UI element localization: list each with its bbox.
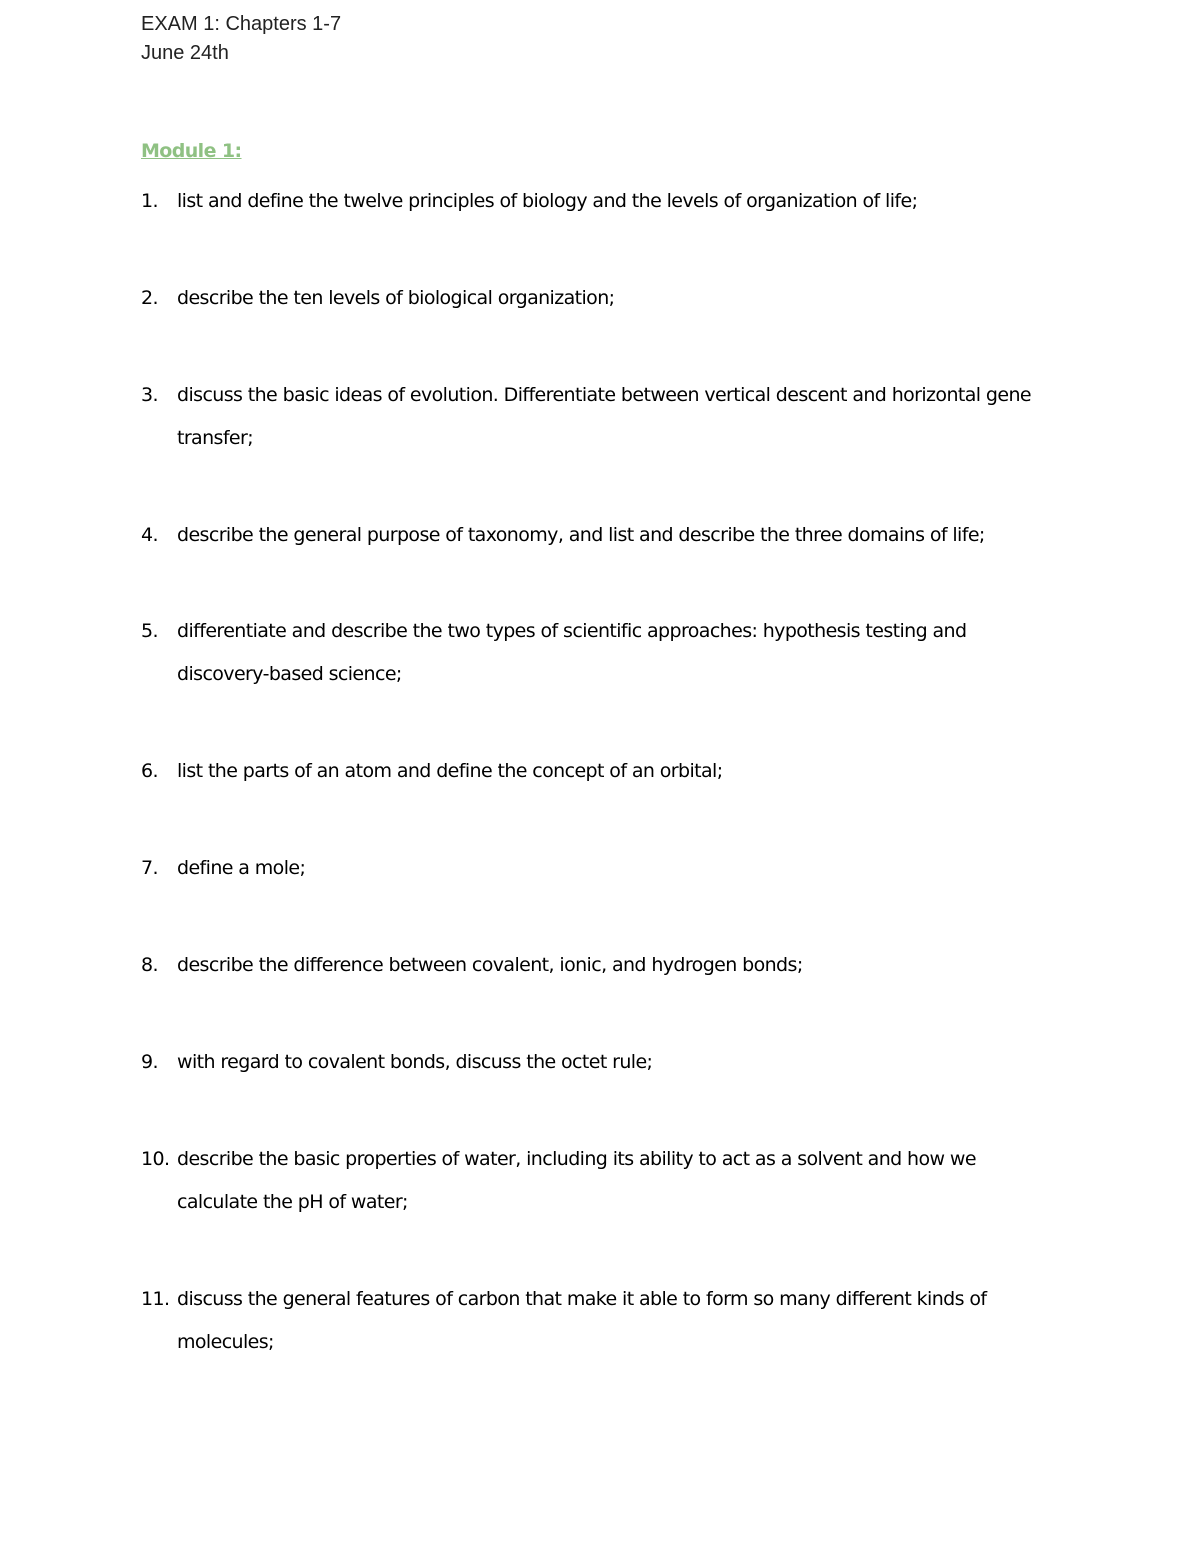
objective-text: discuss the general features of carbon that make it able to form so many different kinds of molecules; bbox=[177, 1288, 987, 1353]
objective-text: define a mole; bbox=[177, 857, 306, 879]
objective-6 bbox=[141, 750, 1051, 793]
objective-number: 6. bbox=[141, 760, 158, 782]
objective-number: 9. bbox=[141, 1051, 158, 1073]
objective-3 bbox=[141, 374, 1051, 460]
objective-number: 8. bbox=[141, 954, 158, 976]
objective-number: 2. bbox=[141, 287, 158, 309]
objective-text: describe the difference between covalent, ionic, and hydrogen bonds; bbox=[177, 954, 803, 976]
objective-10 bbox=[141, 1138, 1051, 1224]
objective-text: describe the basic properties of water, including its ability to act as a solvent and how we calculate the pH of water; bbox=[177, 1148, 976, 1213]
objective-text: differentiate and describe the two types of scientific approaches: hypothesis testing and discovery-based science; bbox=[177, 620, 967, 685]
objective-text: describe the general purpose of taxonomy, and list and describe the three domains of life; bbox=[177, 524, 985, 546]
objective-9 bbox=[141, 1041, 1051, 1084]
objective-number: 10. bbox=[141, 1148, 170, 1170]
exam-title: EXAM 1: Chapters 1-7 bbox=[141, 13, 342, 35]
objective-11 bbox=[141, 1278, 1051, 1364]
module-heading: Module 1: bbox=[141, 140, 242, 162]
objective-number: 4. bbox=[141, 524, 158, 546]
exam-date: June 24th bbox=[141, 42, 229, 64]
objective-text: with regard to covalent bonds, discuss the octet rule; bbox=[177, 1051, 653, 1073]
objective-1 bbox=[141, 180, 1051, 223]
objective-2 bbox=[141, 277, 1051, 320]
objective-number: 11. bbox=[141, 1288, 170, 1310]
objective-8 bbox=[141, 944, 1051, 987]
objective-text: discuss the basic ideas of evolution. Differentiate between vertical descent and horizontal gene transfer; bbox=[177, 384, 1031, 449]
objective-5 bbox=[141, 610, 1051, 696]
objective-number: 5. bbox=[141, 620, 158, 642]
objective-number: 7. bbox=[141, 857, 158, 879]
objective-text: list and define the twelve principles of biology and the levels of organization of life; bbox=[177, 190, 918, 212]
objective-7 bbox=[141, 847, 1051, 890]
objective-number: 3. bbox=[141, 384, 158, 406]
objective-text: list the parts of an atom and define the concept of an orbital; bbox=[177, 760, 723, 782]
objective-4 bbox=[141, 514, 1051, 557]
document-header bbox=[141, 10, 341, 68]
objective-text: describe the ten levels of biological organization; bbox=[177, 287, 615, 309]
objective-number: 1. bbox=[141, 190, 158, 212]
